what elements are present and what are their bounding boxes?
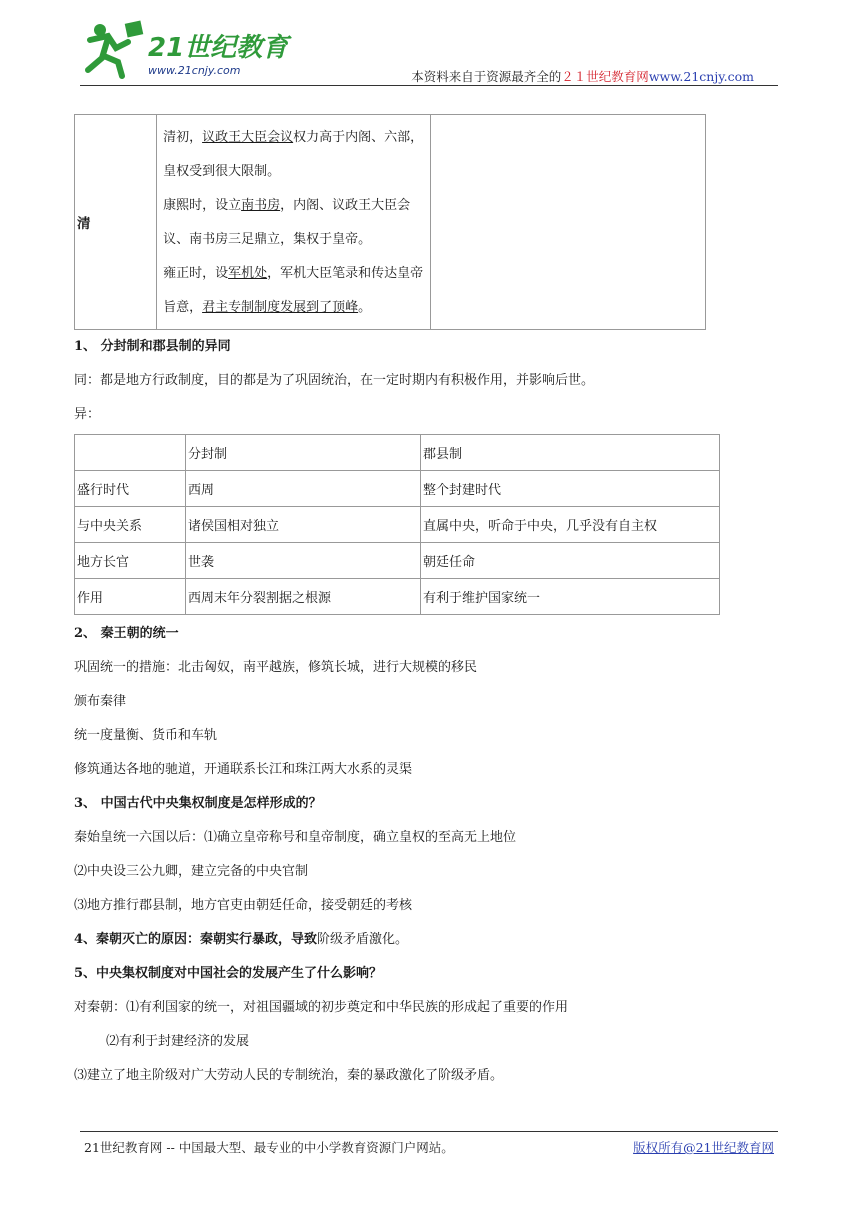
source-name[interactable]: ２１世纪教育网 <box>561 69 649 84</box>
section1-heading: 1、 分封制和郡县制的异同 <box>74 339 231 354</box>
section4-line <box>74 923 734 957</box>
section2-heading: 2、 秦王朝的统一 <box>74 626 179 641</box>
section5-heading: 5、中央集权制度对中国社会的发展产生了什么影响？ <box>74 966 383 981</box>
footer-slogan: 21世纪教育网 -- 中国最大型、最专业的中小学教育资源门户网站。 <box>84 1140 454 1155</box>
qing-dynasty-table <box>74 114 706 330</box>
section5-line: ⑶建立了地主阶级对广大劳动人民的专制统治，秦的暴政激化了阶级矛盾。 <box>74 1068 504 1083</box>
table-cell: 有利于维护国家统一 <box>421 579 720 615</box>
section2-line: 巩固统一的措施：北击匈奴，南平越族，修筑长城，进行大规模的移民 <box>74 660 478 675</box>
section1-same: 同：都是地方行政制度，目的都是为了巩固统治，在一定时期内有积极作用，并影响后世。 <box>74 373 595 388</box>
table-header-cell: 分封制 <box>186 435 421 471</box>
qing-description-cell <box>157 115 431 330</box>
document-body <box>74 114 734 1093</box>
table-header-cell <box>75 435 186 471</box>
section2-line: 颁布秦律 <box>74 694 127 709</box>
qing-line <box>163 189 426 257</box>
dynasty-cell: 清 <box>75 115 157 330</box>
section1-diff-label: 异： <box>74 407 101 422</box>
table-cell: 西周 <box>186 471 421 507</box>
logo-url: www.21cnjy.com <box>148 64 241 77</box>
qing-text: 。 <box>358 300 372 315</box>
table-cell: 整个封建时代 <box>421 471 720 507</box>
table-row <box>75 115 706 330</box>
source-prefix: 本资料来自于资源最齐全的 <box>411 69 562 84</box>
qing-line <box>163 121 426 189</box>
table-row <box>75 471 720 507</box>
comparison-table <box>74 434 720 615</box>
section5-line: 对秦朝：⑴有利国家的统一，对祖国疆域的初步奠定和中华民族的形成起了重要的作用 <box>74 1000 569 1015</box>
qing-text: ，内阁、议政王大臣会议、南书房三足鼎立，集权于皇帝。 <box>163 198 411 247</box>
table-cell: 朝廷任命 <box>421 543 720 579</box>
qing-text: 康熙时，设立 <box>163 198 242 213</box>
qing-text: 清初， <box>163 130 203 145</box>
table-cell: 诸侯国相对独立 <box>186 507 421 543</box>
section4-normal: 阶级矛盾激化。 <box>317 932 409 947</box>
empty-cell <box>431 115 706 330</box>
table-cell: 西周末年分裂割据之根源 <box>186 579 421 615</box>
table-row <box>75 507 720 543</box>
table-cell: 盛行时代 <box>75 471 186 507</box>
section3-line: ⑶地方推行郡县制，地方官吏由朝廷任命，接受朝廷的考核 <box>74 898 413 913</box>
table-header-cell: 郡县制 <box>421 435 720 471</box>
section4-bold: 4、秦朝灭亡的原因：秦朝实行暴政，导致 <box>74 932 318 947</box>
underlined-term: 议政王大臣会议 <box>202 130 294 145</box>
section2-line: 修筑通达各地的驰道，开通联系长江和珠江两大水系的灵渠 <box>74 762 413 777</box>
table-cell: 直属中央，听命于中央，几乎没有自主权 <box>421 507 720 543</box>
table-row <box>75 543 720 579</box>
table-row <box>75 579 720 615</box>
section3-line: ⑵中央设三公九卿，建立完备的中央官制 <box>74 864 309 879</box>
header-divider <box>80 85 778 86</box>
qing-text: ，军机大臣笔录和传达皇帝旨意， <box>163 266 424 315</box>
qing-text: 雍正时，设 <box>163 266 229 281</box>
site-logo[interactable] <box>82 18 292 82</box>
logo-text: 21世纪教育 <box>148 33 289 63</box>
table-cell: 世袭 <box>186 543 421 579</box>
section3-line: 秦始皇统一六国以后：⑴确立皇帝称号和皇帝制度，确立皇权的至高无上地位 <box>74 830 517 845</box>
page-header <box>0 0 860 92</box>
qing-text: 权力高于内阁、六部，皇权受到很大限制。 <box>163 130 424 179</box>
footer-divider <box>80 1131 778 1132</box>
section3-heading: 3、 中国古代中央集权制度是怎样形成的？ <box>74 796 322 811</box>
source-notice <box>411 67 754 85</box>
underlined-term: 南书房 <box>241 198 281 213</box>
runner-logo-icon <box>82 18 292 82</box>
underlined-term: 军机处 <box>228 266 268 281</box>
qing-line <box>163 257 426 325</box>
footer-copyright-link[interactable]: 版权所有@21世纪教育网 <box>633 1140 774 1155</box>
table-cell: 与中央关系 <box>75 507 186 543</box>
table-header-row <box>75 435 720 471</box>
section2-line: 统一度量衡、货币和车轨 <box>74 728 218 743</box>
table-cell: 作用 <box>75 579 186 615</box>
table-cell: 地方长官 <box>75 543 186 579</box>
section5-line: ⑵有利于封建经济的发展 <box>106 1034 250 1049</box>
underlined-term: 君主专制制度发展到了顶峰 <box>202 300 359 315</box>
source-site-link[interactable]: www.21cnjy.com <box>648 69 754 84</box>
